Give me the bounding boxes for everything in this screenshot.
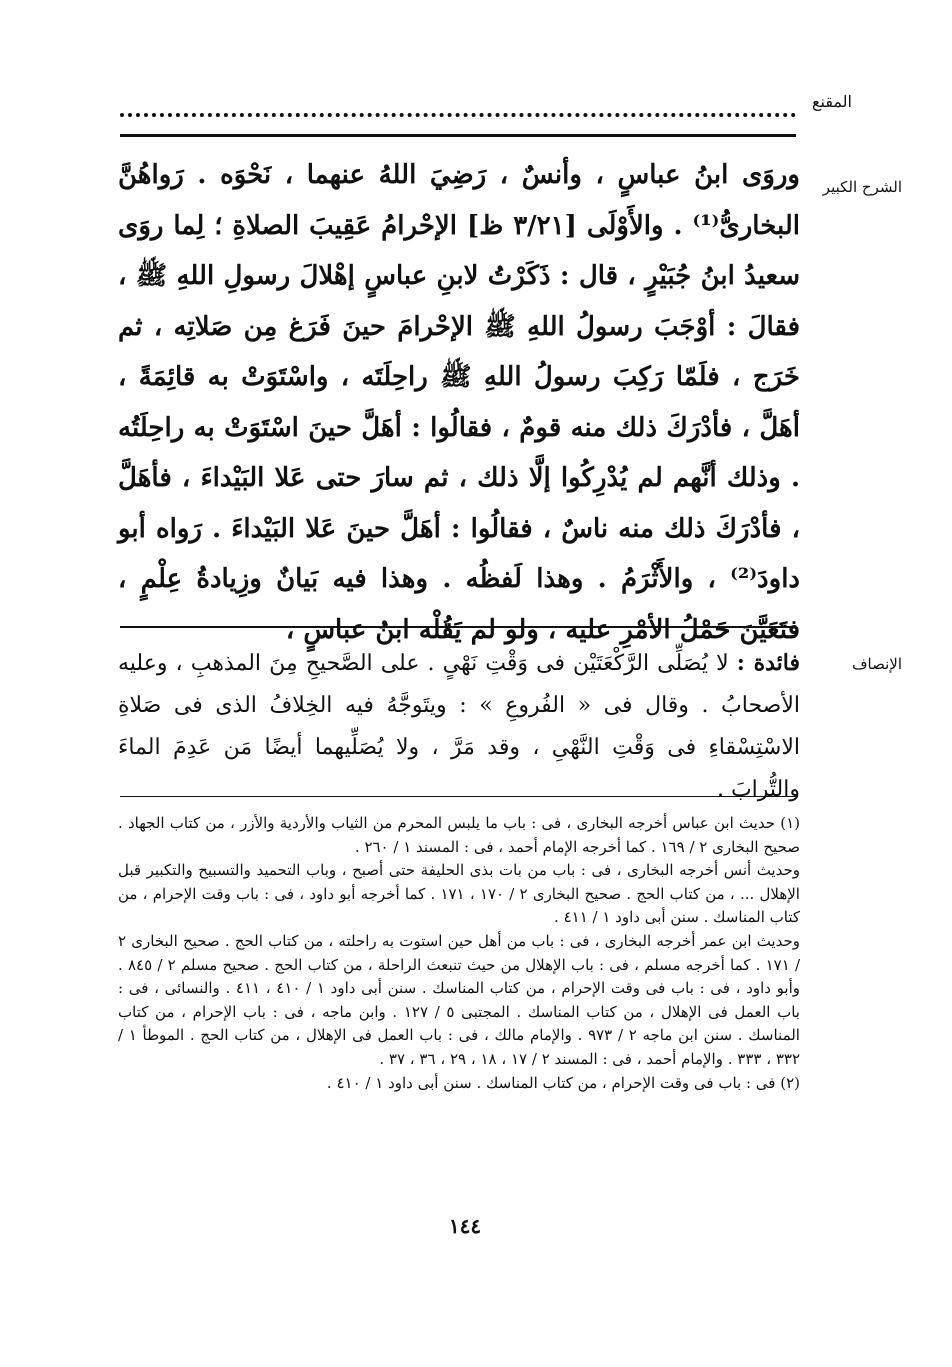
- footnotes: [118, 812, 800, 1095]
- footnote: وحديث ابن عمر أخرجه البخارى ، فى : باب من أهل حين استوت به راحلته ، من كتاب الحج . صحيح البخارى ٢ / ١٧١ . كما أخرجه مسلم ، فى : باب الإهلال من حيث تنبعث الراحلة ، من كتاب الحج . صحيح مسلم ٢ / ٨٤٥ . وأبو داود ، فى : باب فى وقت الإحرام ، من كتاب المناسك . سنن أبى داود ١ / ٤١٠ ، ٤١١ . والنسائى ، فى : باب العمل فى الإهلال ، من كتاب المناسك . المجتبى ٥ / ١٢٧ . وابن ماجه ، فى : باب الإحرام ، من كتاب المناسك . سنن ابن ماجه ٢ / ٩٧٣ . والإمام مالك ، فى : باب العمل فى الإهلال ، من كتاب الحج . الموطأ ١ / ٣٣٢ ، ٣٣٣ . والإمام أحمد ، فى : المسند ٢ / ١٧ ، ١٨ ، ٢٩ ، ٣٦ ، ٣٧ .: [118, 931, 801, 1068]
- insaf-section: [118, 642, 800, 811]
- dotted-header-rule: [120, 113, 796, 117]
- insaf-margin-label: الإنصاف: [851, 655, 902, 673]
- section-divider: [120, 626, 796, 628]
- running-title: المقنع: [811, 92, 852, 111]
- footnote: (١) حديث ابن عباس أخرجه البخارى ، فى : باب ما يلبس المحرم من الثياب والأردية والأزر ، من كتاب الجهاد . صحيح البخارى ٢ / ١٦٩ . كما أخرجه الإمام أحمد ، فى : المسند ١ / ٢٦٠ .: [118, 814, 800, 856]
- insaf-lead: فائدة :: [736, 650, 801, 676]
- page-number: ١٤٤: [448, 1214, 482, 1238]
- header-rule: [120, 134, 796, 137]
- sharh-paragraph: وروَى ابنُ عباسٍ ، وأنسٌ ، رَضِيَ اللهُ عنهما ، نَحْوَه . رَواهُنَّ البخارىُّ⁽¹⁾ . والأَوْلَى [٣/٢١ ظ] الإحْرامُ عَقِيبَ الصلاةِ ؛ لِما روَى سعيدُ ابنُ جُبَيْرٍ ، قال : ذَكَرْتُ لابنِ عباسٍ إهْلالَ رسولِ اللهِ ﷺ ، فقالَ : أوْجَبَ رسولُ اللهِ ﷺ الإحْرامَ حينَ فَرَغ مِن صَلاتِه ، ثم خَرَج ، فلَمّا رَكِبَ رسولُ اللهِ ﷺ راحِلَتَه ، واسْتَوَتْ به قائِمَةً ، أهَلَّ ، فأدْرَكَ ذلك منه قومٌ ، فقالُوا : أهَلَّ حينَ اسْتَوَتْ به راحِلَتُه . وذلك أنَّهم لم يُدْرِكُوا إلَّا ذلك ، ثم سارَ حتى عَلا البَيْداءَ ، فأهَلَّ ، فأدْرَكَ ذلك منه ناسٌ ، فقالُوا : أهَلَّ حينَ عَلا البَيْداءَ . رَواه أبو داودَ⁽²⁾ ، والأَثْرَمُ . وهذا لَفظُه . وهذا فيه بَيانٌ وزِيادةُ عِلْمٍ ، فتَعَيَّنَ حَمْلُ الأمْرِ عليه ، ولو لم يَقُلْه ابنُ عباسٍ ،: [118, 160, 801, 645]
- footnote-divider: [120, 796, 796, 797]
- sharh-margin-label: الشرح الكبير: [822, 178, 902, 196]
- footnote: وحديث أنس أخرجه البخارى ، فى : باب من بات بذى الحليفة حتى أصبح ، وباب التحميد والتسبيح والتكبير قبل الإهلال ... ، من كتاب الحج . صحيح البخارى ٢ / ١٧٠ ، ١٧١ . كما أخرجه أبو داود ، فى : باب وقت الإحرام ، من كتاب المناسك . سنن أبى داود ١ / ٤١١ .: [118, 861, 800, 927]
- insaf-body: لا يُصَلِّى الرَّكْعَتَيْن فى وَقْتِ نَهْىٍ . على الصَّحيحِ مِنَ المذهبِ ، وعليه الأصحابُ . وقال فى « الفُروعِ » : ويتَوجَّهُ فيه الخِلافُ الذى فى صَلاةِ الاسْتِسْقاءِ فى وَقْتِ النَّهْىِ ، وقد مَرَّ ، ولا يُصَلِّيهما أيضًا مَن عَدِمَ الماءَ والتُّرابَ .: [118, 651, 800, 802]
- sharh-commentary: [118, 150, 800, 655]
- footnote: (٢) فى : باب فى وقت الإحرام ، من كتاب المناسك . سنن أبى داود ١ / ٤١٠ .: [326, 1073, 800, 1092]
